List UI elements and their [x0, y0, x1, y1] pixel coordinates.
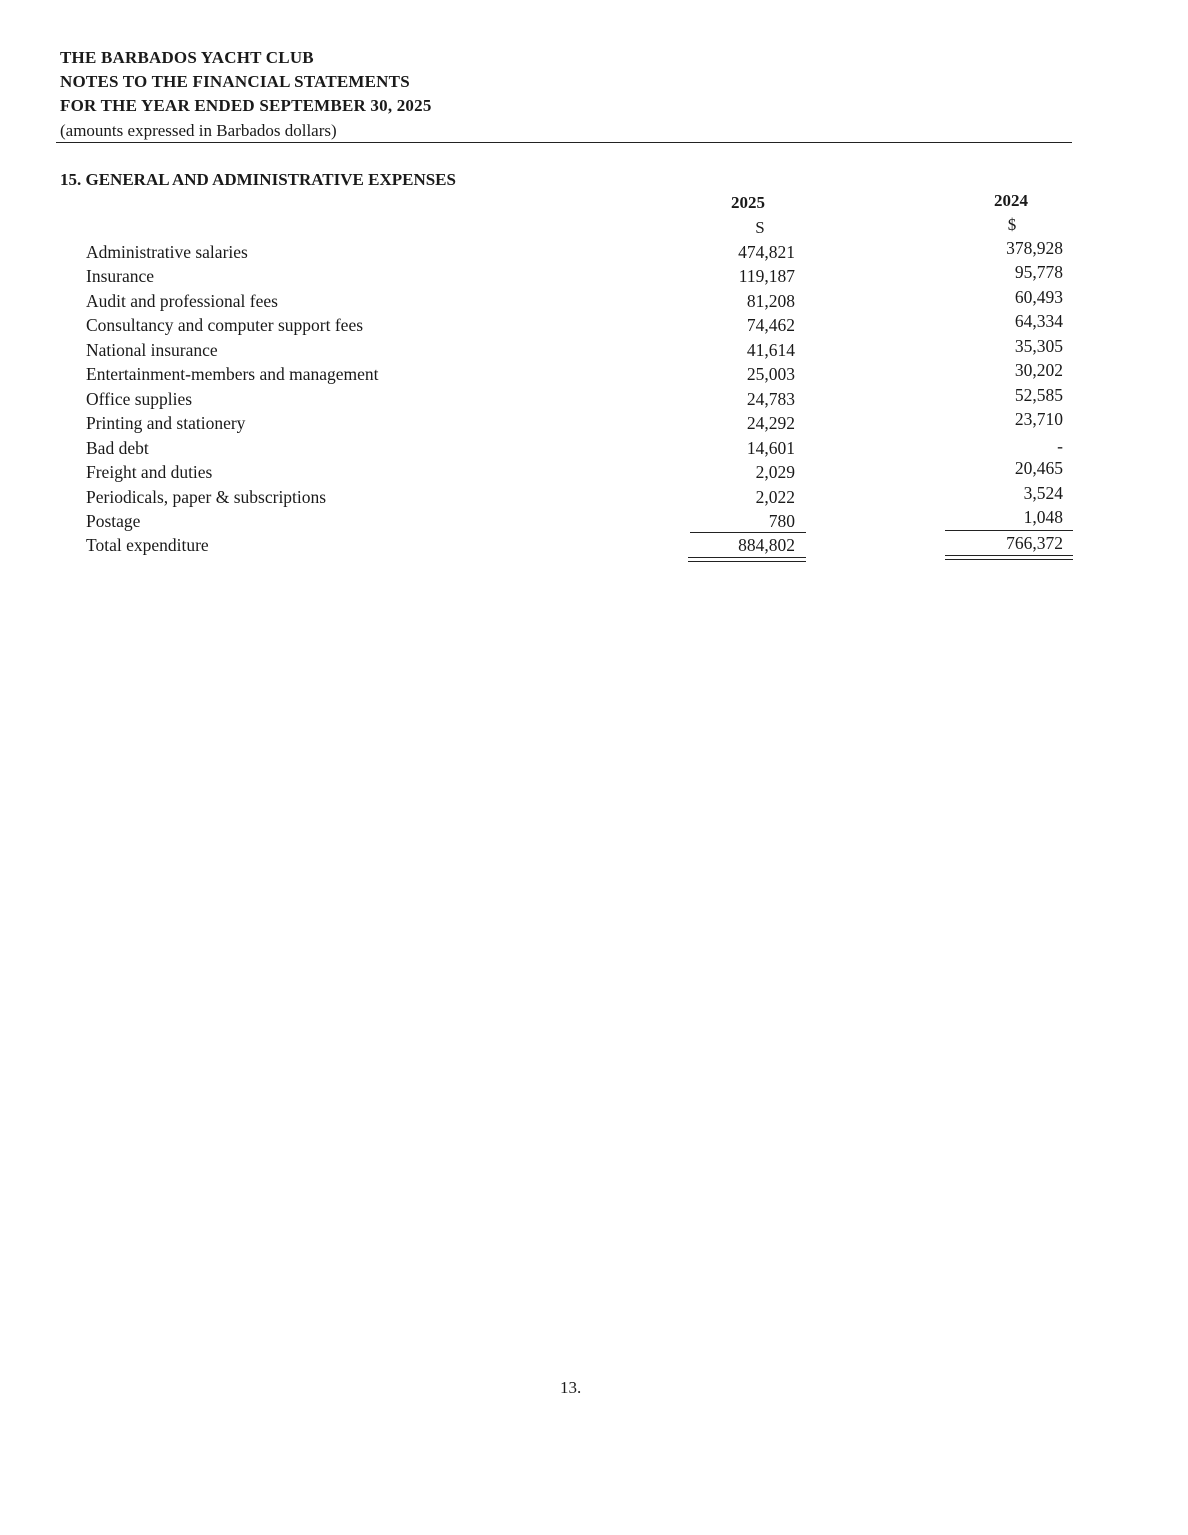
table-row	[0, 458, 1188, 486]
row-value-2024: 95,778	[1014, 262, 1063, 282]
row-label: Audit and professional fees	[86, 291, 278, 311]
column-header-2025: 2025	[731, 193, 765, 212]
organization-name: THE BARBADOS YACHT CLUB	[60, 48, 314, 67]
row-value-2025: 780	[768, 511, 795, 531]
row-label: Office supplies	[86, 389, 193, 409]
row-value-2025: 24,292	[746, 413, 795, 433]
row-value-2024: 23,710	[1014, 409, 1063, 429]
row-label: Administrative salaries	[86, 242, 248, 262]
row-label: Periodicals, paper & subscriptions	[86, 487, 327, 507]
row-value-2025: 41,614	[746, 340, 795, 360]
row-value-2025: 24,783	[746, 389, 795, 409]
row-value-2025: 81,208	[746, 291, 795, 311]
total-value-2025: 884,802	[738, 535, 795, 555]
row-value-2024: -	[1057, 436, 1063, 456]
row-value-2024: 1,048	[1023, 507, 1063, 527]
row-value-2025: 14,601	[746, 438, 795, 458]
row-value-2024: 35,305	[1014, 336, 1063, 356]
document-title: NOTES TO THE FINANCIAL STATEMENTS	[60, 72, 410, 91]
row-value-2025: 2,029	[755, 462, 795, 482]
total-double-rule-2024	[945, 555, 1073, 560]
row-label: Postage	[86, 511, 141, 531]
header-divider	[56, 142, 1072, 143]
row-value-2024: 64,334	[1014, 311, 1063, 331]
row-label: Printing and stationery	[86, 413, 246, 433]
table-row	[0, 483, 1188, 511]
table-row	[0, 262, 1188, 290]
row-label: Insurance	[86, 266, 155, 286]
total-label: Total expenditure	[86, 535, 209, 555]
total-double-rule-2025	[688, 557, 806, 562]
row-value-2025: 74,462	[746, 315, 795, 335]
table-row	[0, 409, 1188, 437]
row-value-2024: 30,202	[1014, 360, 1063, 380]
table-row	[0, 385, 1188, 413]
total-value-2024: 766,372	[1006, 533, 1063, 553]
currency-symbol-2024: $	[1007, 215, 1017, 234]
row-value-2024: 60,493	[1014, 287, 1063, 307]
row-label: Bad debt	[86, 438, 149, 458]
row-label: National insurance	[86, 340, 218, 360]
row-value-2024: 20,465	[1014, 458, 1063, 478]
subtotal-rule-2024	[945, 530, 1073, 531]
row-value-2024: 3,524	[1023, 483, 1063, 503]
row-label: Freight and duties	[86, 462, 213, 482]
table-row	[0, 311, 1188, 339]
column-header-2024: 2024	[994, 191, 1028, 210]
table-row	[0, 507, 1188, 535]
subtotal-rule-2025	[690, 532, 806, 533]
table-row	[0, 438, 1188, 462]
period-title: FOR THE YEAR ENDED SEPTEMBER 30, 2025	[60, 96, 432, 115]
table-row	[0, 287, 1188, 315]
currency-symbol-2025: S	[755, 218, 765, 237]
table-row	[0, 336, 1188, 364]
row-value-2025: 2,022	[755, 487, 795, 507]
table-row	[0, 238, 1188, 266]
row-value-2024: 378,928	[1006, 238, 1063, 258]
row-value-2025: 474,821	[738, 242, 795, 262]
row-label: Entertainment-members and management	[86, 364, 379, 384]
row-value-2025: 119,187	[738, 266, 795, 286]
section-title: 15. GENERAL AND ADMINISTRATIVE EXPENSES	[60, 170, 456, 189]
row-label: Consultancy and computer support fees	[86, 315, 364, 335]
row-value-2025: 25,003	[746, 364, 795, 384]
row-value-2024: 52,585	[1014, 385, 1063, 405]
currency-note: (amounts expressed in Barbados dollars)	[60, 121, 337, 140]
table-row	[0, 360, 1188, 388]
page-number: 13.	[560, 1378, 582, 1397]
